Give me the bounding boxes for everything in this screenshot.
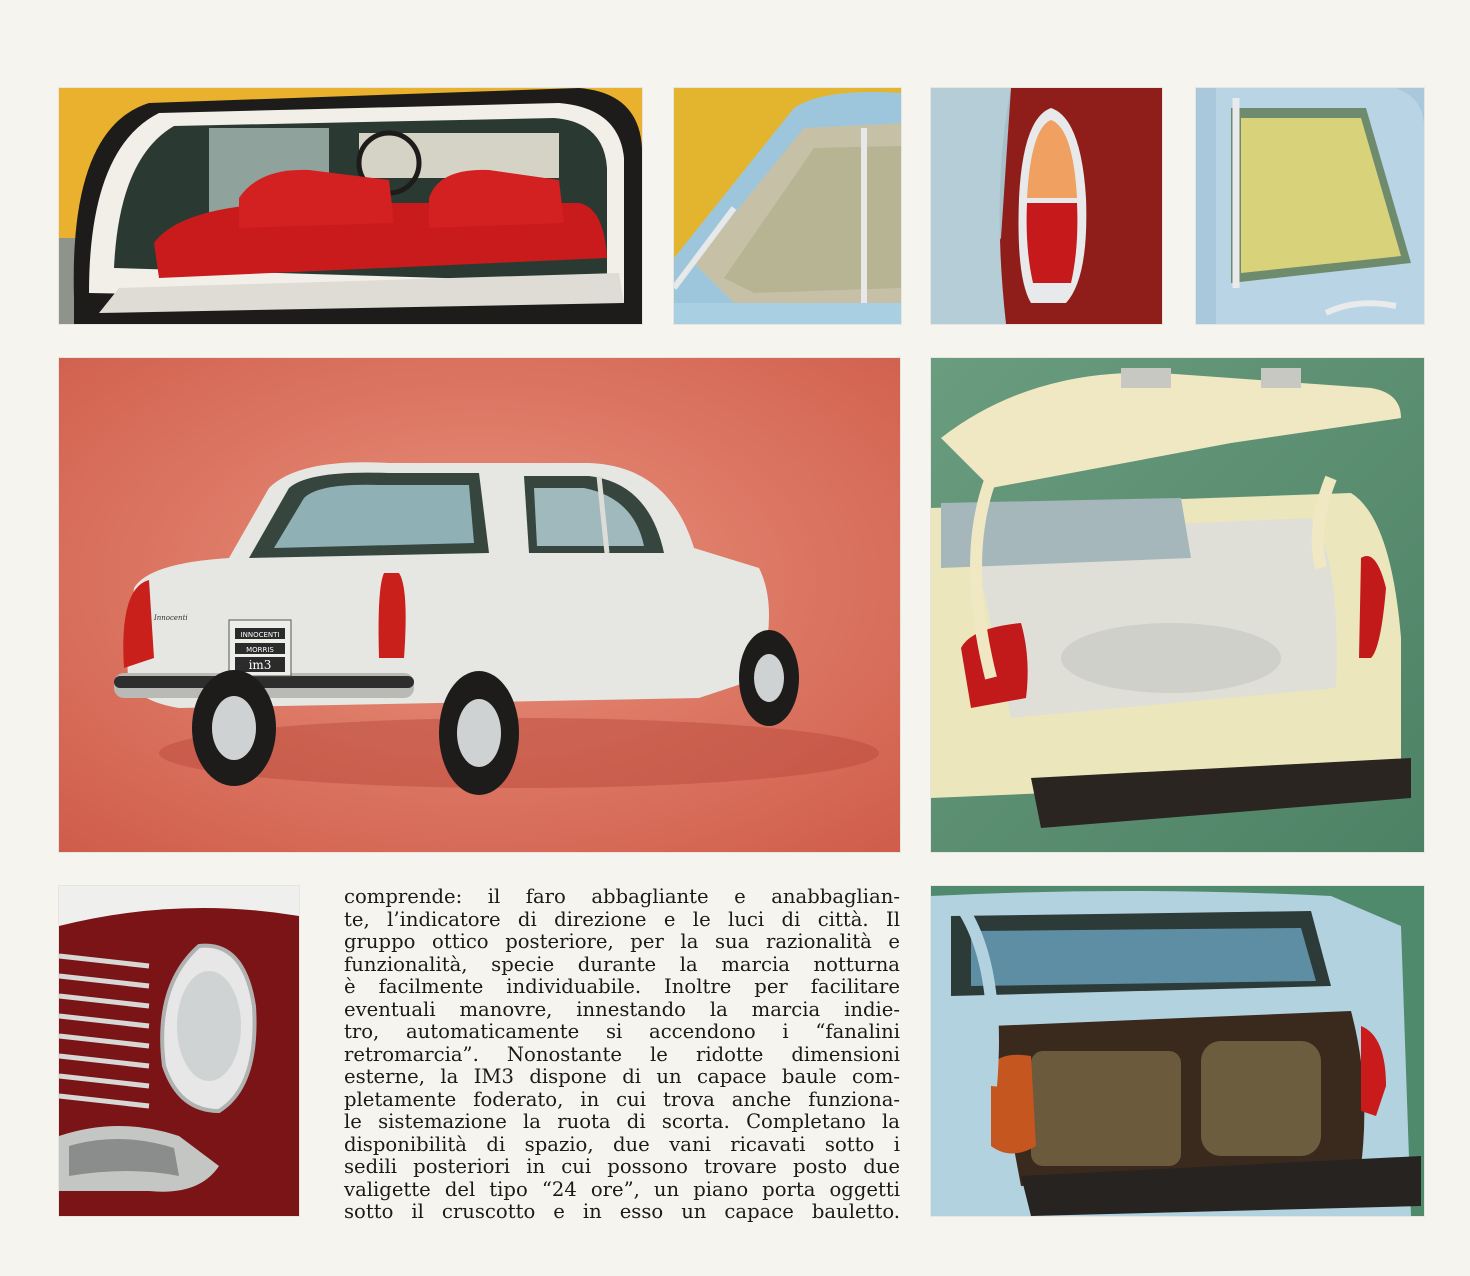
article-line: le sistemazione la ruota di scorta. Completano la bbox=[344, 1110, 900, 1133]
photo-car-rear-view bbox=[59, 358, 900, 852]
badge-model-text: im3 bbox=[248, 658, 272, 672]
article-line: funzionalità, specie durante la marcia notturna bbox=[344, 952, 900, 976]
article-line: esterne, la IM3 dispone di un capace baule com- bbox=[344, 1065, 900, 1088]
photo-headlight bbox=[59, 886, 299, 1216]
photo-tail-light bbox=[931, 88, 1162, 324]
photo-interior-rear-window bbox=[59, 88, 642, 324]
photo-door-window bbox=[1196, 88, 1424, 324]
photo-trunk-luggage bbox=[931, 886, 1424, 1216]
badge-make-text: MORRIS bbox=[246, 646, 274, 654]
article-line: è facilmente individuabile. Inoltre per facilitare bbox=[344, 975, 900, 998]
article-line: disponibilità di spazio, due vani ricavati sotto i bbox=[344, 1132, 900, 1156]
article-line: gruppo ottico posteriore, per la sua razionalità e bbox=[344, 930, 900, 953]
photo-open-trunk bbox=[931, 358, 1424, 852]
photo-rear-quarter-window bbox=[674, 88, 901, 324]
article-body bbox=[344, 886, 900, 1224]
article-line: tro, automaticamente si accendono i “fanalini bbox=[344, 1020, 900, 1043]
article-line: retromarcia”. Nonostante le ridotte dimensioni bbox=[344, 1042, 900, 1066]
badge-brand-text: INNOCENTI bbox=[240, 631, 280, 639]
script-badge-text: Innocenti bbox=[154, 614, 188, 622]
article-line-last: sotto il cruscotto e in esso un capace bauletto. bbox=[344, 1200, 900, 1223]
article-line: pletamente foderato, in cui trova anche funziona- bbox=[344, 1087, 900, 1111]
article-line: valigette del tipo “24 ore”, un piano porta oggetti bbox=[344, 1177, 900, 1201]
article-line: eventuali manovre, innestando la marcia indie- bbox=[344, 997, 900, 1021]
article-line: te, l’indicatore di direzione e le luci di città. Il bbox=[344, 907, 900, 931]
article-line: comprende: il faro abbagliante e anabbaglian- bbox=[344, 885, 900, 908]
article-line: sedili posteriori in cui possono trovare posto due bbox=[344, 1155, 900, 1178]
